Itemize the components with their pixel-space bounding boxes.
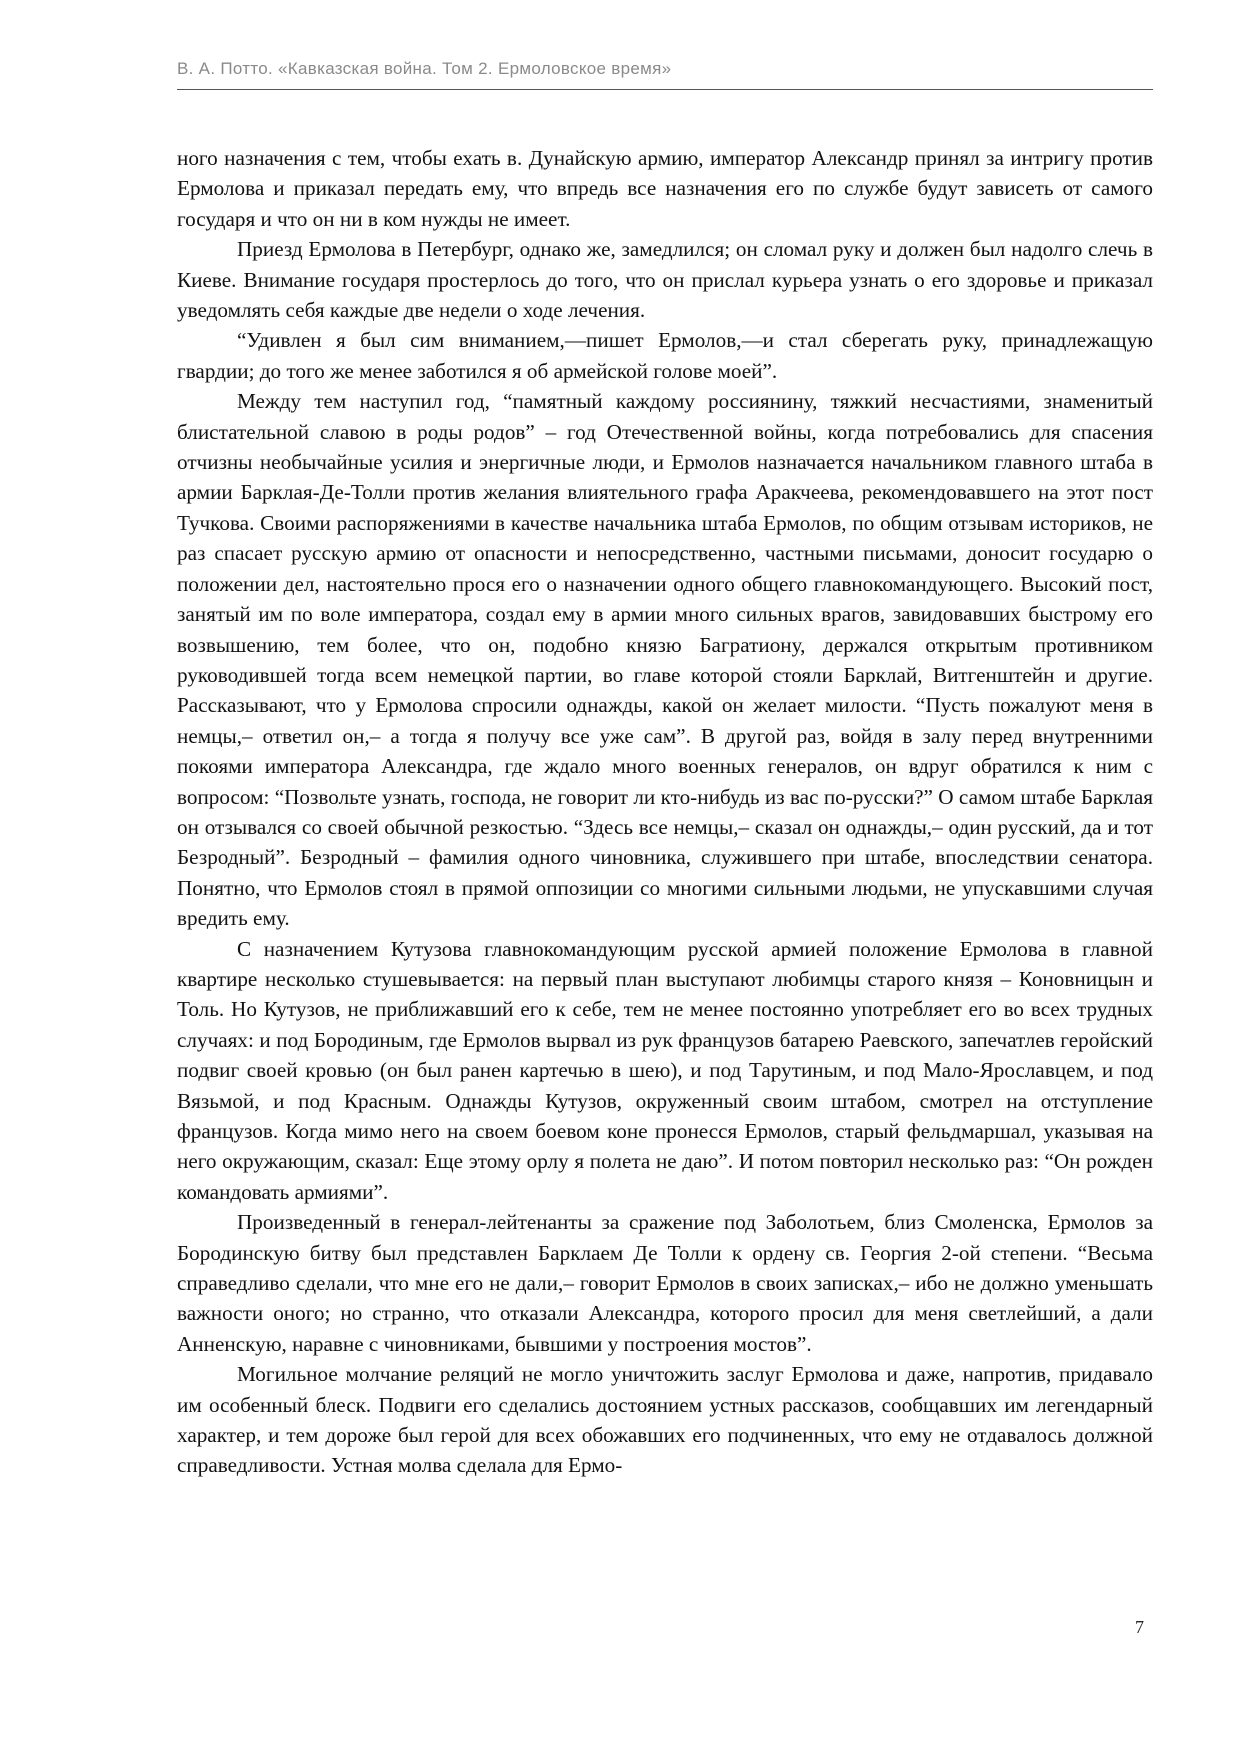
paragraph-2: Приезд Ермолова в Петербург, однако же, замедлился; он сломал руку и должен был надолго слечь в Киеве. Внимание государя простерлось до того, что он прислал курьера узнать о его здоровье и приказал уведомлять себя каждые две недели о ходе лечения.: [177, 237, 1153, 323]
paragraph-7: Могильное молчание реляций не могло уничтожить заслуг Ермолова и даже, напротив, придавало им особенный блеск. Подвиги его сделались достоянием устных рассказов, сообщавших им легендарный характер, и тем дороже был герой для всех обожавших его подчиненных, что ему не отдавалось должной справедливости. Устная молва сделала для Ермо-: [177, 1362, 1153, 1478]
paragraph-3: “Удивлен я был сим вниманием,—пишет Ермолов,—и стал сберегать руку, принадлежащую гвардии; до того же менее заботился я об армейской голове моей”.: [177, 328, 1153, 383]
body-text: [177, 143, 1153, 1481]
running-title: В. А. Потто. «Кавказская война. Том 2. Ермоловское время»: [177, 59, 672, 78]
paragraph-6: Произведенный в генерал-лейтенанты за сражение под Заболотьем, близ Смоленска, Ермолов за Бородинскую битву был представлен Барклаем Де Толли к ордену св. Георгия 2-ой степени. “Весьма справедливо сделали, что мне его не дали,– говорит Ермолов в своих записках,– ибо не должно уменьшать важности оного; но странно, что отказали Александра, которого просил для меня светлейший, а дали Анненскую, наравне с чиновниками, бывшими у построения мостов”.: [177, 1210, 1153, 1356]
paragraph-4: Между тем наступил год, “памятный каждому россиянину, тяжкий несчастиями, знаменитый блистательной славою в роды родов” – год Отечественной войны, когда потребовались для спасения отчизны необычайные усилия и энергичные люди, и Ермолов назначается начальником главного штаба в армии Барклая-Де-Толли против желания влиятельного графа Аракчеева, рекомендовавшего на этот пост Тучкова. Своими распоряжениями в качестве начальника штаба Ермолов, по общим отзывам историков, не раз спасает русскую армию от опасности и непосредственно, частными письмами, доносит государю о положении дел, настоятельно прося его о назначении одного общего главнокомандующего. Высокий пост, занятый им по воле императора, создал ему в армии много сильных врагов, завидовавших быстрому его возвышению, тем более, что он, подобно князю Багратиону, держался открытым противником руководившей тогда всем немецкой партии, во главе которой стояли Барклай, Витгенштейн и другие. Рассказывают, что у Ермолова спросили однажды, какой он желает милости. “Пусть пожалуют меня в немцы,– ответил он,– а тогда я получу все уже сам”. В другой раз, войдя в залу перед внутренними покоями императора Александра, где ждало много военных генералов, он вдруг обратился к ним с вопросом: “Позвольте узнать, господа, не говорит ли кто-нибудь из вас по-русски?” О самом штабе Барклая он отзывался со своей обычной резкостью. “Здесь все немцы,– сказал он однажды,– один русский, да и тот Безродный”. Безродный – фамилия одного чиновника, служившего при штабе, впоследствии сенатора. Понятно, что Ермолов стоял в прямой оппозиции со многими сильными людьми, не упускавшими случая вредить ему.: [177, 389, 1153, 931]
page-number: 7: [1135, 1617, 1144, 1637]
running-header: [177, 57, 1153, 90]
paragraph-5: С назначением Кутузова главнокомандующим русской армией положение Ермолова в главной квартире несколько стушевывается: на первый план выступают любимцы старого князя – Коновницын и Толь. Но Кутузов, не приближавший его к себе, тем не менее постоянно употребляет его во всех трудных случаях: и под Бородиным, где Ермолов вырвал из рук французов батарею Раевского, запечатлев геройский подвиг своей кровью (он был ранен картечью в шею), и под Тарутиным, и под Мало-Ярославцем, и под Вязьмой, и под Красным. Однажды Кутузов, окруженный своим штабом, смотрел на отступление французов. Когда мимо него на своем боевом коне пронесся Ермолов, старый фельдмаршал, указывая на него окружающим, сказал: Еще этому орлу я полета не даю”. И потом повторил несколько раз: “Он рожден командовать армиями”.: [177, 936, 1153, 1204]
paragraph-1: ного назначения с тем, чтобы ехать в. Дунайскую армию, император Александр принял за интригу против Ермолова и приказал передать ему, что впредь все назначения его по службе будут зависеть от самого государя и что он ни в ком нужды не имеет.: [177, 146, 1153, 231]
